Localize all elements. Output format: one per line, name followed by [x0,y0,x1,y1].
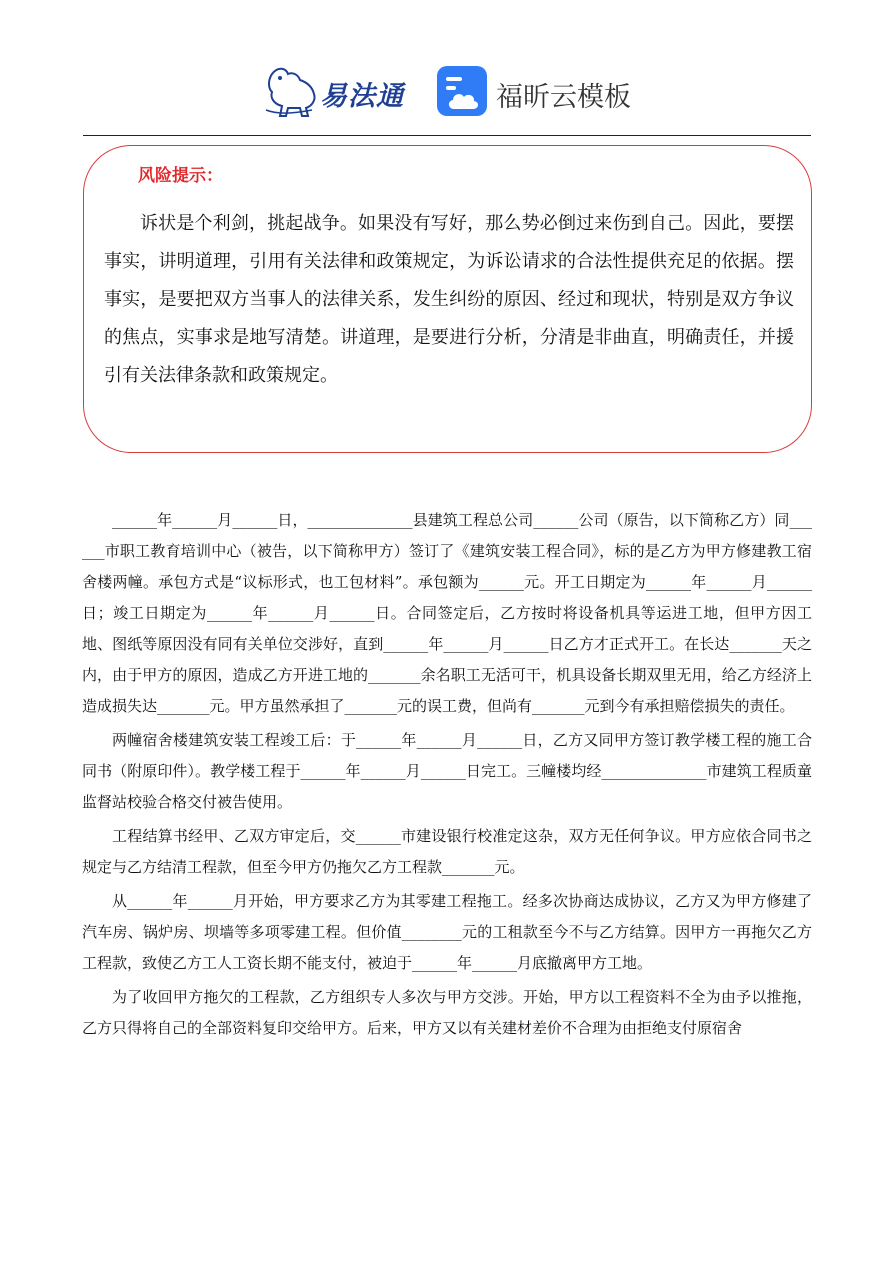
document-body [82,505,812,1047]
document-paragraph: 两幢宿舍楼建筑安装工程竣工后：于______年______月______日，乙方又同甲方签订教学楼工程的施工合同书（附原印件）。教学楼工程于______年______月______日完工。三幢楼均经______________市建筑工程质童监督站校验合格交付被告使用。 [82,731,812,811]
document-paragraph: 从______年______月开始，甲方要求乙方为其零建工程拖工。经多次协商达成协议，乙方又为甲方修建了汽车房、锅炉房、坝墙等多项零建工程。但价值________元的工租款至今不与乙方结算。因甲方一再拖欠乙方工程款，致使乙方工人工资长期不能支付，被迫于______年______月底撤离甲方工地。 [82,892,812,972]
logo1-text: 易法通 [320,81,404,112]
risk-notice-body: 诉状是个利剑，挑起战争。如果没有写好，那么势必倒过来伤到自己。因此，要摆事实，讲明道理，引用有关法律和政策规定，为诉讼请求的合法性提供充足的依据。摆事实，是要把双方当事人的法律关系，发生纠纷的原因、经过和现状，特别是双方争议的焦点，实事求是地写清楚。讲道理，是要进行分析，分清是非曲直，明确责任，并援引有关法律条款和政策规定。 [104,213,794,386]
yifatong-logo [262,64,412,118]
document-paragraph: ______年______月______日，______________县建筑工程总公司______公司（原告，以下简称乙方）同______市职工教育培训中心（被告，以下简称甲方）签订了《建筑安装工程合同》，标的是乙方为甲方修建教工宿舍楼两幢。承包方式是“议标形式，也工包材料”。承包额为______元。开工日期定为______年______月______日；竣工日期定为______年______月______日。合同签定后，乙方按时将设备机具等运进工地，但甲方因工地、图纸等原因没有同有关单位交涉好，直到______年______月______日乙方才正式开工。在长达_______天之内，由于甲方的原因，造成乙方开进工地的_______余名职工无活可干，机具设备长期双里无用，给乙方经济上造成损失达_______元。甲方虽然承担了_______元的误工费，但尚有_______元到今有承担赔偿损失的责任。 [82,511,812,715]
document-paragraph: 工程结算书经甲、乙双方审定后，交______市建设银行校准定这杂，双方无任何争议。甲方应依合同书之规定与乙方结清工程款，但至今甲方仍拖欠乙方工程款_______元。 [82,827,812,876]
cloud-document-icon [436,65,488,117]
risk-notice-title: 风险提示： [138,166,223,186]
page-header [0,60,893,122]
logo2-text: 福昕云模板 [496,82,631,113]
header-divider [83,135,811,136]
fuxin-cloud-template-logo [436,65,646,119]
document-paragraph: 为了收回甲方拖欠的工程款，乙方组织专人多次与甲方交涉。开始，甲方以工程资料不全为由予以推拖，乙方只得将自己的全部资料复印交给甲方。后来，甲方又以有关建材差价不合理为由拒绝支付原宿舍 [82,988,812,1037]
horse-emblem-icon [262,64,322,118]
